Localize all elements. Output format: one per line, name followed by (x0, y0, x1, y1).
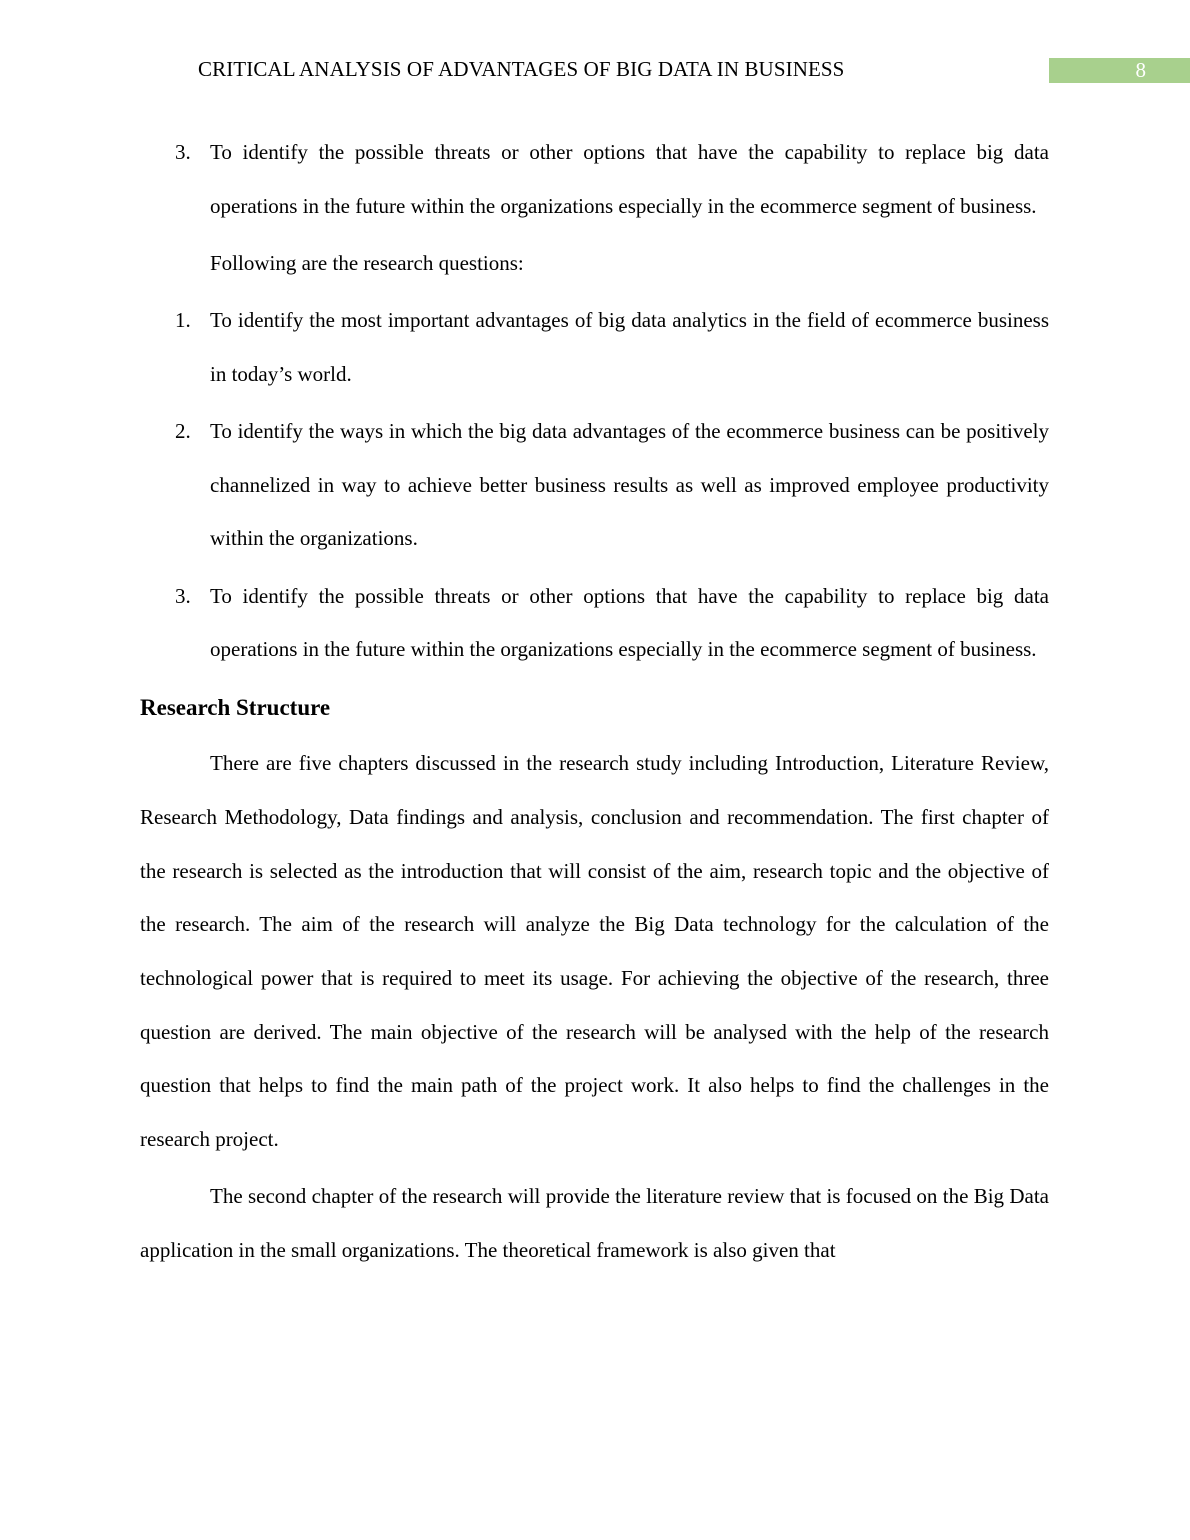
list-number: 1. (175, 308, 191, 333)
list-number: 3. (175, 583, 191, 608)
list-item-text: To identify the possible threats or other options that have the capability to replace big data operations in the future within the organizations especially in the ecommerce segment of business. (210, 583, 1049, 662)
list-number: 3. (175, 140, 191, 164)
body-paragraph-1: There are five chapters discussed in the research study including Introduction, Literature Review, Research Methodology, Data findings and analysis, conclusion and recommendation. The first chapter of the research is selected as the introduction that will consist of the aim, research topic and the objective of the research. The aim of the research will analyze the Big Data technology for the calculation of the technological power that is required to meet its usage. For achieving the objective of the research, three question are derived. The main objective of the research will be analysed with the help of the research question that helps to find the main path of the project work. It also helps to find the challenges in the research project. (140, 751, 1049, 1152)
research-question-2 (140, 405, 1049, 566)
body-paragraph-2: The second chapter of the research will provide the literature review that is focused on the Big Data application in the small organizations. The theoretical framework is also given that (140, 1184, 1049, 1263)
page-number: 8 (1135, 58, 1146, 82)
list-item-text: To identify the possible threats or other options that have the capability to replace big data operations in the future within the organizations especially in the ecommerce segment of business. (210, 140, 1049, 218)
list-number: 2. (175, 419, 191, 444)
running-head-title: CRITICAL ANALYSIS OF ADVANTAGES OF BIG DATA IN BUSINESS (198, 57, 845, 81)
research-question-3 (140, 570, 1049, 677)
questions-intro: Following are the research questions: (210, 250, 524, 275)
research-question-1 (140, 294, 1049, 401)
objective-item-3 (140, 126, 1049, 233)
list-item-text: To identify the most important advantages of big data analytics in the field of ecommerce business in today’s world. (210, 308, 1049, 386)
section-heading: Research Structure (140, 694, 331, 720)
list-item-text: To identify the ways in which the big data advantages of the ecommerce business can be positively channelized in way to achieve better business results as well as improved employee productivity within the organizations. (210, 419, 1049, 551)
document-body (140, 126, 1049, 1281)
page-number-badge (1049, 58, 1190, 83)
